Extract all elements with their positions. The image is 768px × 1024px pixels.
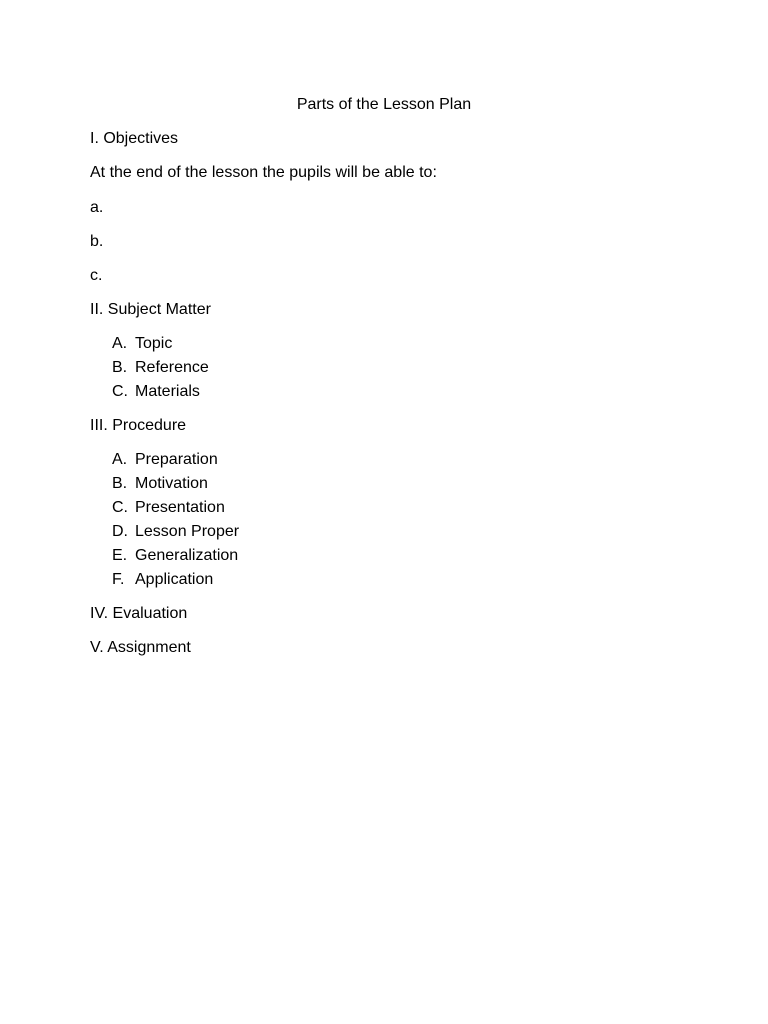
objective-item-a: a. [90, 199, 104, 216]
assignment-heading: V. Assignment [90, 639, 191, 656]
objective-item-b: b. [90, 233, 104, 250]
list-item-label: Application [135, 571, 214, 588]
list-item-label: Generalization [135, 547, 239, 564]
list-marker: A. [112, 335, 128, 352]
list-item [112, 383, 209, 407]
list-marker: A. [112, 451, 128, 468]
list-marker: F. [112, 571, 125, 588]
document-title: Parts of the Lesson Plan [296, 96, 472, 113]
list-item-label: Motivation [135, 475, 208, 492]
list-item [112, 359, 209, 383]
objectives-heading: I. Objectives [90, 130, 179, 147]
list-item-label: Preparation [135, 451, 218, 468]
list-item-label: Lesson Proper [135, 523, 240, 540]
list-item [112, 547, 239, 571]
list-marker: C. [112, 383, 128, 400]
list-marker: D. [112, 523, 128, 540]
list-item [112, 571, 239, 595]
subject-matter-list [112, 335, 209, 407]
evaluation-heading: IV. Evaluation [90, 605, 188, 622]
list-item [112, 475, 239, 499]
list-marker: C. [112, 499, 128, 516]
objectives-intro: At the end of the lesson the pupils will be able to: [90, 164, 437, 181]
procedure-heading: III. Procedure [90, 417, 187, 434]
list-marker: B. [112, 359, 128, 376]
list-marker: B. [112, 475, 128, 492]
procedure-list [112, 451, 239, 595]
list-item [112, 451, 239, 475]
list-item-label: Topic [135, 335, 173, 352]
list-item [112, 335, 209, 359]
subject-matter-heading: II. Subject Matter [90, 301, 211, 318]
list-item-label: Reference [135, 359, 209, 376]
list-item-label: Materials [135, 383, 200, 400]
list-item-label: Presentation [135, 499, 225, 516]
objective-item-c: c. [90, 267, 103, 284]
list-item [112, 499, 239, 523]
list-item [112, 523, 239, 547]
list-marker: E. [112, 547, 128, 564]
